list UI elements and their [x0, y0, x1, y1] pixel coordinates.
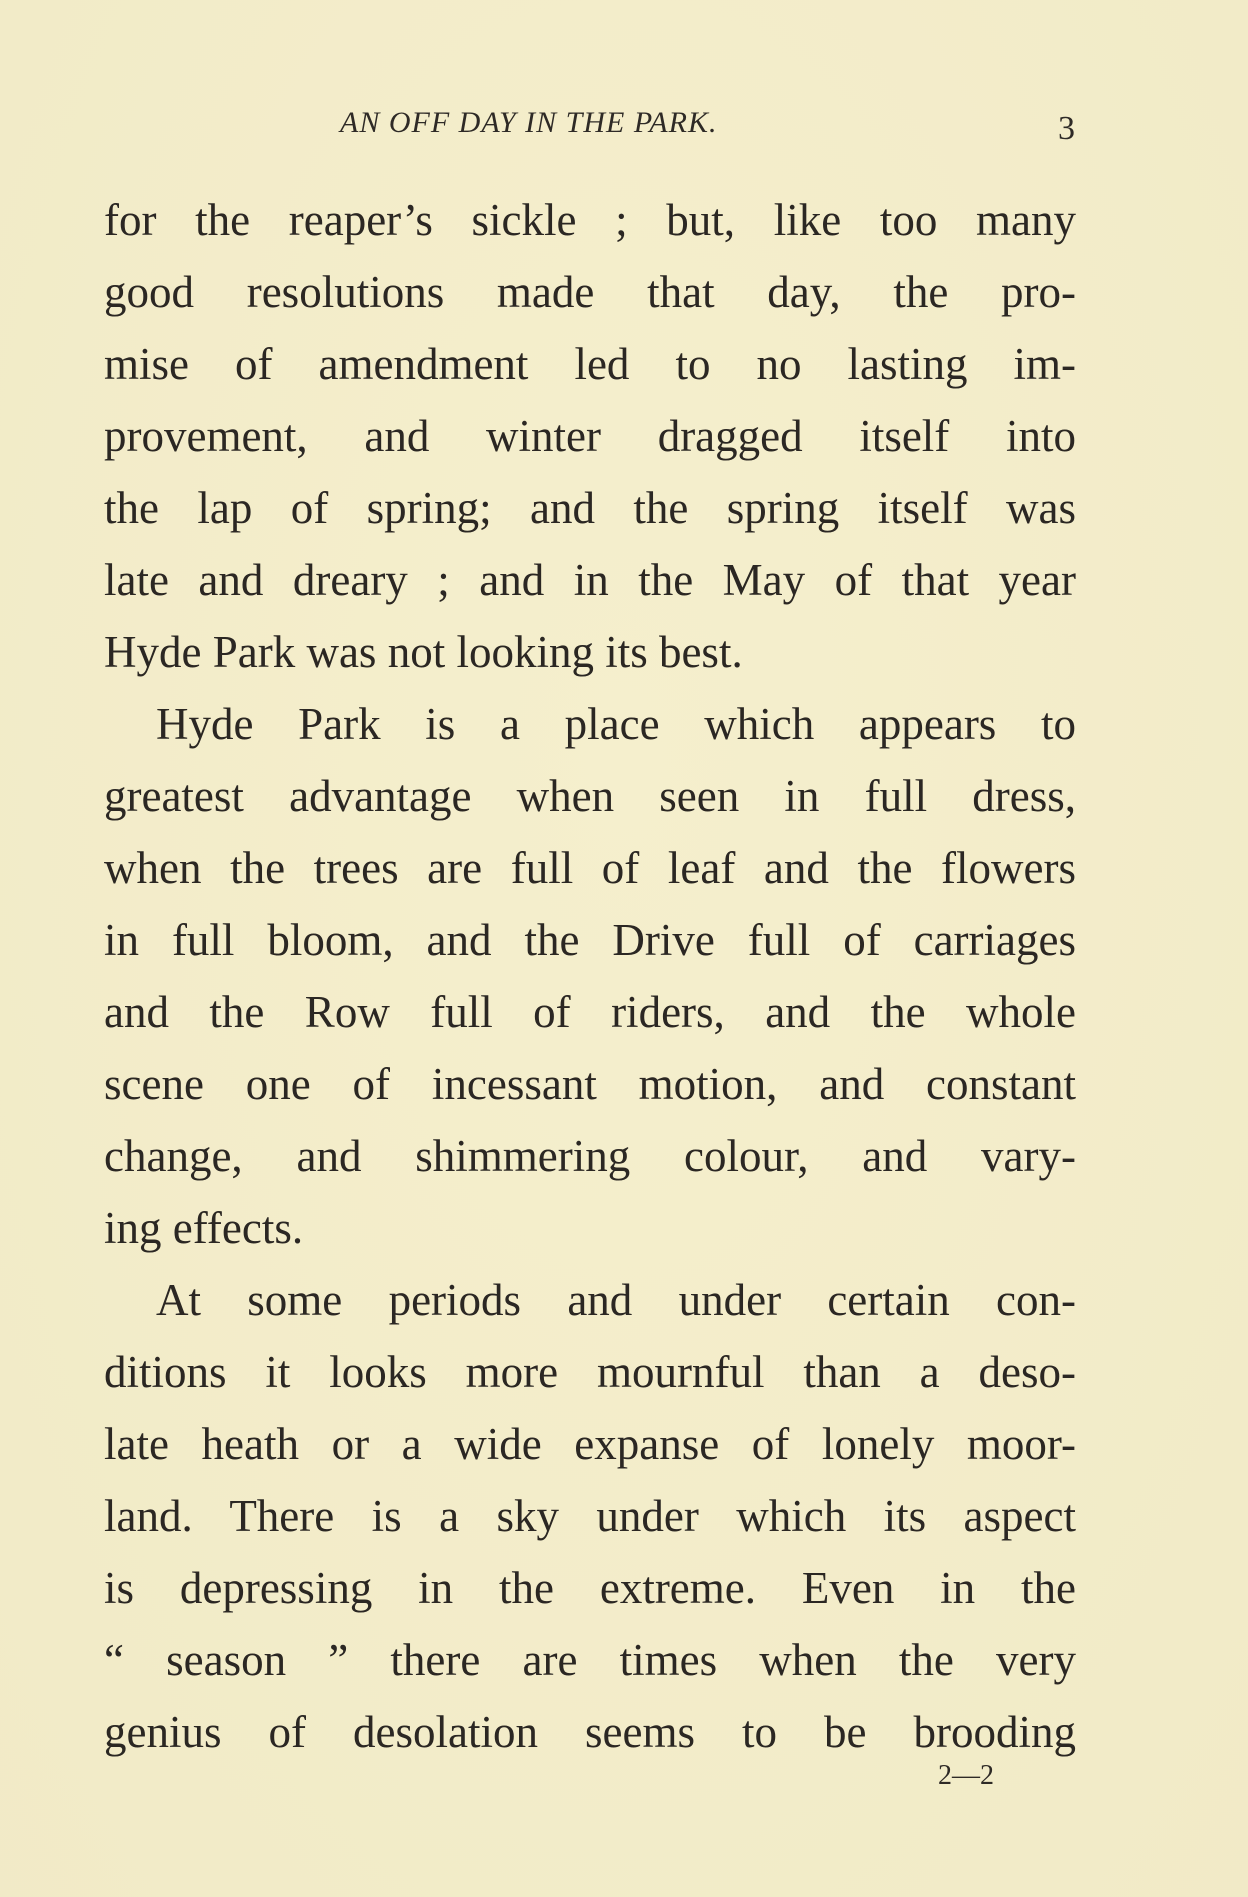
text-line: Hyde Park is a place which appears to	[156, 699, 1076, 749]
text-line: is depressing in the extreme. Even in the	[104, 1563, 1076, 1613]
text-line: genius of desolation seems to be brooding	[104, 1707, 1076, 1757]
text-line: the lap of spring; and the spring itself was	[104, 483, 1076, 533]
text-line: and the Row full of riders, and the whole	[104, 987, 1076, 1037]
text-line: late and dreary ; and in the May of that year	[104, 555, 1076, 605]
text-line: At some periods and under certain con-	[156, 1275, 1076, 1325]
text-line: land. There is a sky under which its aspect	[104, 1491, 1076, 1541]
text-line: ditions it looks more mournful than a deso-	[104, 1347, 1076, 1397]
text-line: when the trees are full of leaf and the flowers	[104, 843, 1076, 893]
page-number: 3	[1058, 110, 1075, 147]
text-line: in full bloom, and the Drive full of carriages	[104, 915, 1076, 965]
text-line: provement, and winter dragged itself into	[104, 411, 1076, 461]
text-line: for the reaper’s sickle ; but, like too many	[104, 195, 1076, 245]
text-line: greatest advantage when seen in full dress,	[104, 771, 1076, 821]
text-line: scene one of incessant motion, and constant	[104, 1059, 1076, 1109]
text-line: late heath or a wide expanse of lonely moor-	[104, 1419, 1076, 1469]
signature-mark: 2—2	[938, 1760, 994, 1791]
text-line: “ season ” there are times when the very	[104, 1635, 1076, 1685]
text-line: ing effects.	[104, 1203, 304, 1253]
body-text	[104, 184, 1076, 1768]
text-line: mise of amendment led to no lasting im-	[104, 339, 1076, 389]
running-title: AN OFF DAY IN THE PARK.	[340, 106, 718, 139]
text-line: change, and shimmering colour, and vary-	[104, 1131, 1076, 1181]
text-line: good resolutions made that day, the pro-	[104, 267, 1076, 317]
text-line: Hyde Park was not looking its best.	[104, 627, 743, 677]
